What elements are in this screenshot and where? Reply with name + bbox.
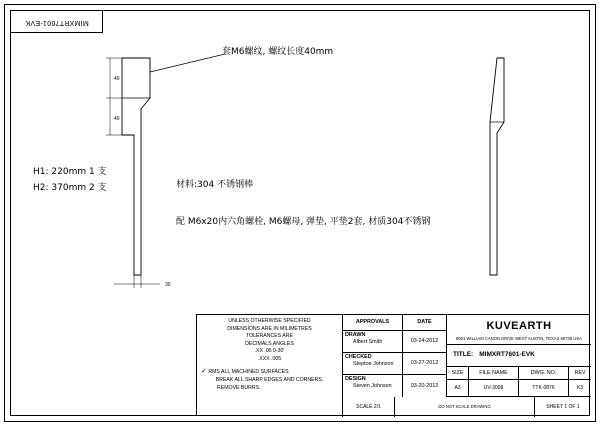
scale-label: SCALE 2/1 xyxy=(343,397,395,417)
note-line-1: UNLESS OTHERWISE SPECIFIED xyxy=(228,318,311,324)
filename-label: FILE NAME xyxy=(469,367,519,380)
dim-label-lower: 40 xyxy=(114,116,120,122)
annotation-bolts: 配 M6x20内六角螺栓, M6螺母, 弹垫, 平垫2套, 材质304不锈钢 xyxy=(176,217,431,227)
approvals-header: APPROVALS xyxy=(343,315,403,331)
approval-row-design xyxy=(343,375,403,397)
title-label: TITLE: xyxy=(453,351,474,359)
filename-value: UV-3008 xyxy=(469,380,519,397)
company-block xyxy=(447,315,591,345)
dwgno-value: TTK-0876 xyxy=(519,380,569,397)
approval-date-drawn: 03-24-2012 xyxy=(403,331,447,353)
dim-label-bottom: 30 xyxy=(165,282,171,288)
company-address: 8601 WILLIAM CANON DRIVE WEST AUSTIN, TEXAS 88735 USA xyxy=(456,335,582,341)
general-notes xyxy=(197,315,343,417)
date-header: DATE xyxy=(403,315,447,331)
leader-thread xyxy=(150,54,225,72)
approval-role: DESIGN xyxy=(345,376,366,382)
approval-row-drawn xyxy=(343,331,403,353)
scale-note: DO NOT SCALE DRAWING xyxy=(395,397,535,417)
rev-value: K3 xyxy=(569,380,591,397)
surface-finish-icon: ✓ xyxy=(201,368,207,376)
approval-role: DRAWN xyxy=(345,332,366,338)
sheet-label: SHEET 1 OF 1 xyxy=(546,403,580,410)
approval-row-checked xyxy=(343,353,403,375)
size-label: SIZE xyxy=(447,367,469,380)
approval-name: Steptoe Johnson xyxy=(353,360,394,367)
approval-date-checked: 03-27-2012 xyxy=(403,353,447,375)
note-line-8: BREAK ALL SHARP EDGES AND CORNERS. xyxy=(215,377,324,384)
note-line-2: DIMENSIONS ARE IN MILIMETRES xyxy=(227,325,312,332)
dwgno-label: DWG. NO. xyxy=(519,367,569,380)
company-name: KUVEARTH xyxy=(486,320,552,332)
annotation-thread: 套M6螺纹, 螺纹长度40mm xyxy=(222,47,334,57)
note-line-9: REMOVE BURRS. xyxy=(217,384,261,391)
size-value: A3 xyxy=(447,380,469,397)
dim-label-upper: 40 xyxy=(114,76,120,82)
spec-h1: H1: 220mm 1 支 xyxy=(33,167,107,177)
note-line-7: RMS ALL MACHINED SURFACES xyxy=(208,369,289,376)
drawing-title-row xyxy=(447,345,591,367)
note-line-6: .XXX .005 xyxy=(257,355,282,362)
corner-tab-label: MIMXRT7601-EVK xyxy=(25,19,89,26)
approval-date-design: 03-20-2012 xyxy=(403,375,447,397)
approval-name: Steven Johnson xyxy=(353,382,392,389)
note-line-5: .XX .05 0-30' xyxy=(254,348,285,355)
title-value: MIMXRT7601-EVK xyxy=(479,351,535,359)
spec-h2: H2: 370mm 2 支 xyxy=(33,183,107,193)
approval-name: Albert Smith xyxy=(353,338,383,345)
annotation-material: 材料:304 不锈钢棒 xyxy=(176,180,254,190)
title-block xyxy=(196,314,590,416)
note-line-3: TOLERANCES ARE xyxy=(246,333,293,340)
note-line-4: DECIMALS ANGLES xyxy=(245,340,294,347)
approval-role: CHECKED xyxy=(345,354,372,360)
rev-label: REV xyxy=(569,367,591,380)
